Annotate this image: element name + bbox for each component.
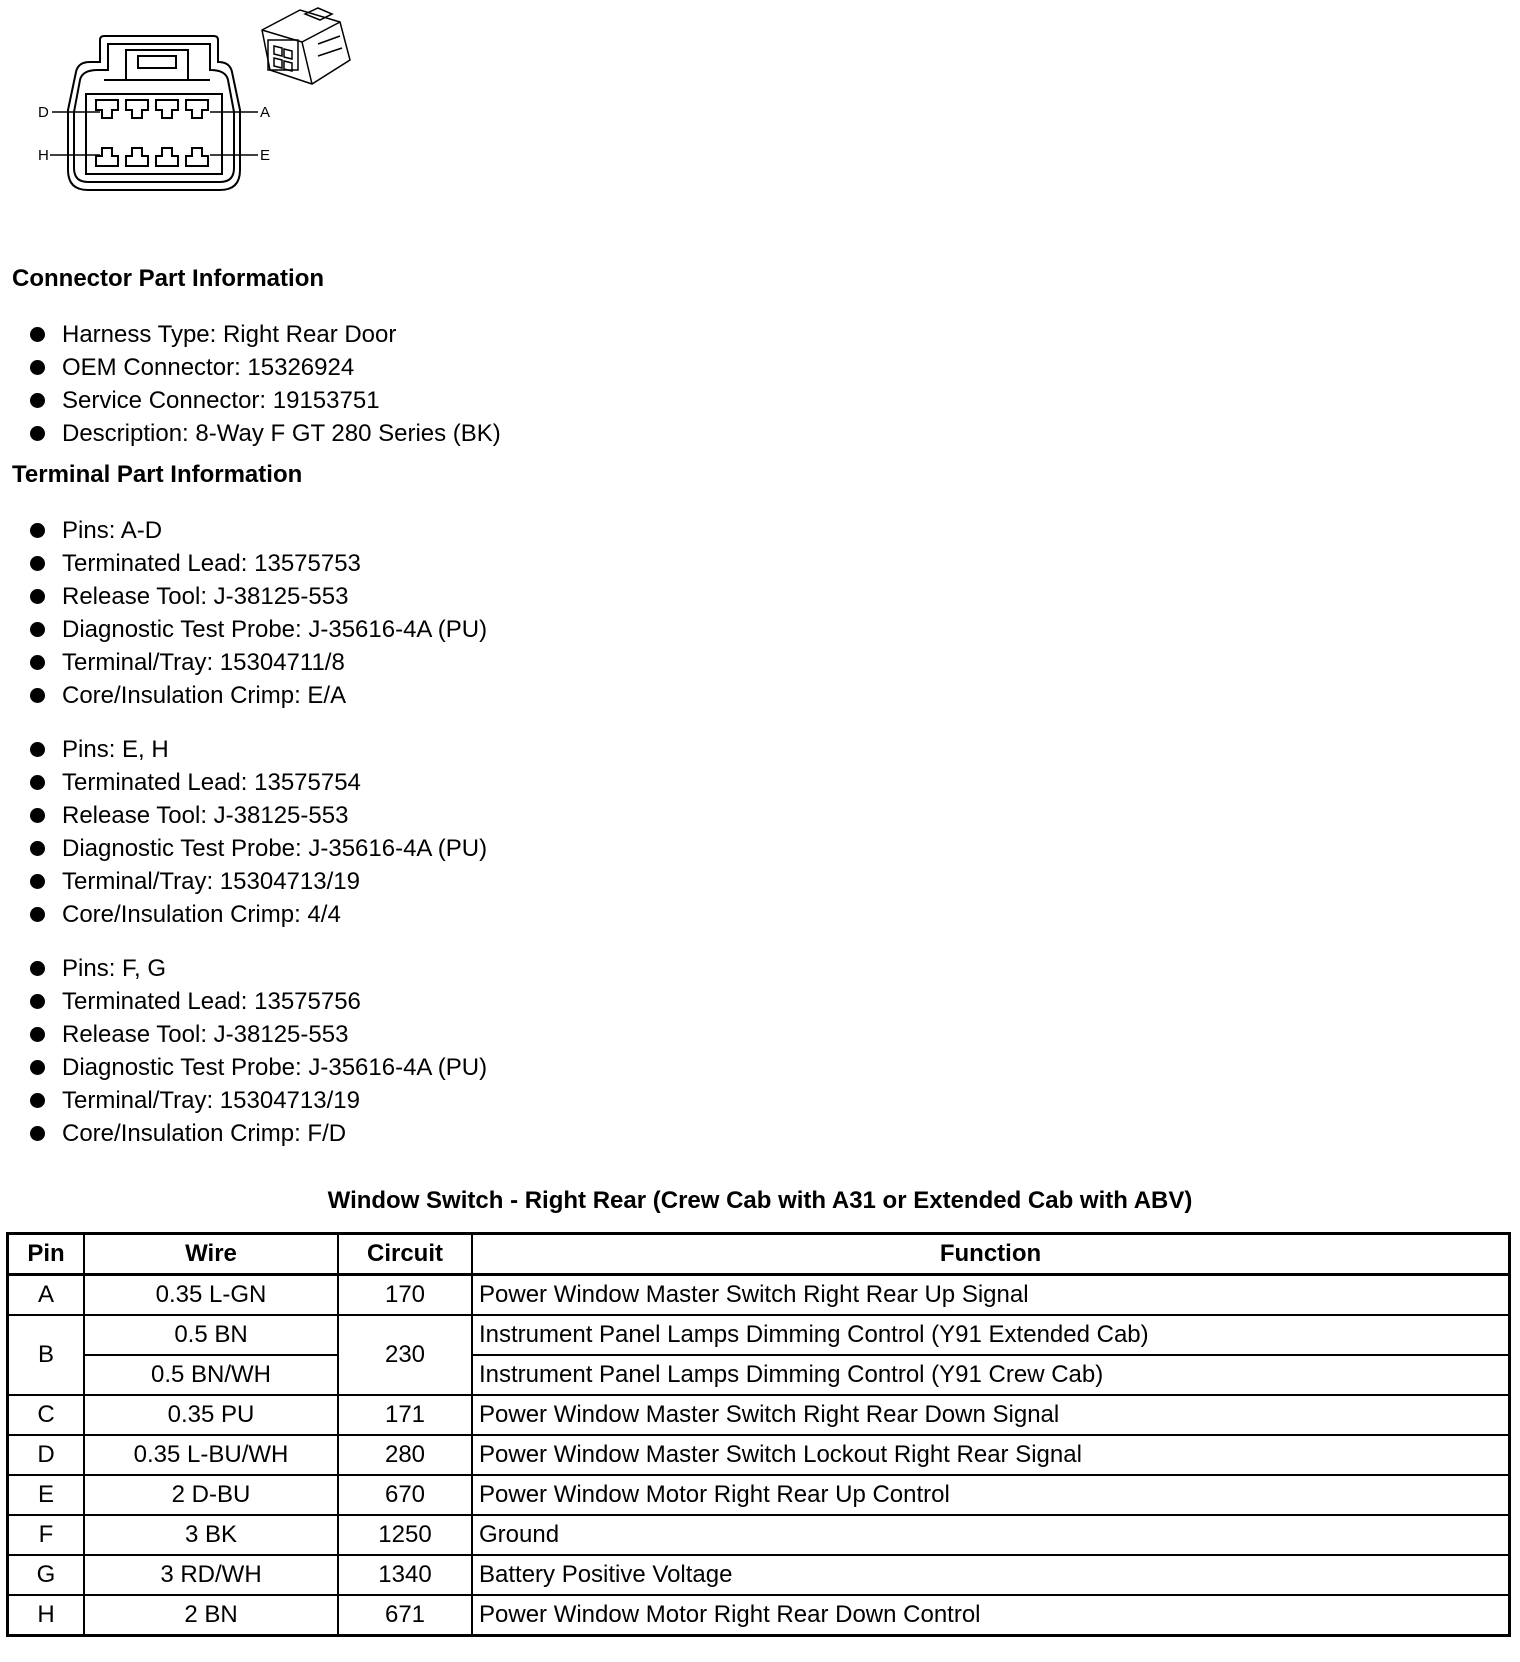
pin-cell: E — [8, 1475, 85, 1515]
list-item: Core/Insulation Crimp: F/D — [30, 1117, 487, 1150]
list-item: Terminal/Tray: 15304713/19 — [30, 1084, 487, 1117]
connector-3d-thumbnail — [262, 8, 350, 84]
pin-table — [6, 1232, 1511, 1637]
bullet-icon — [30, 874, 45, 889]
list-item: Terminated Lead: 13575754 — [30, 766, 487, 799]
connector-face-outline — [68, 36, 240, 190]
pin-label-h: H — [38, 147, 49, 164]
table-row — [8, 1275, 1510, 1316]
header-function: Function — [472, 1234, 1510, 1275]
pin-cell: B — [8, 1315, 85, 1395]
bullet-icon — [30, 688, 45, 703]
terminal-group-a-d — [30, 514, 487, 712]
bullet-icon — [30, 841, 45, 856]
list-item: Diagnostic Test Probe: J-35616-4A (PU) — [30, 832, 487, 865]
connector-part-info-list — [30, 318, 501, 450]
function-cell: Battery Positive Voltage — [472, 1555, 1510, 1595]
circuit-cell: 230 — [338, 1315, 472, 1395]
bullet-icon — [30, 327, 45, 342]
list-item: Terminated Lead: 13575756 — [30, 985, 487, 1018]
bullet-icon — [30, 994, 45, 1009]
bullet-icon — [30, 907, 45, 922]
pin-cell: H — [8, 1595, 85, 1636]
bullet-icon — [30, 426, 45, 441]
table-row — [8, 1355, 1510, 1395]
circuit-cell: 1340 — [338, 1555, 472, 1595]
bullet-icon — [30, 622, 45, 637]
list-item: Pins: A-D — [30, 514, 487, 547]
wire-cell: 0.35 L-BU/WH — [84, 1435, 338, 1475]
function-cell: Power Window Motor Right Rear Up Control — [472, 1475, 1510, 1515]
list-item: Terminated Lead: 13575753 — [30, 547, 487, 580]
wire-cell: 0.35 PU — [84, 1395, 338, 1435]
pin-cell: F — [8, 1515, 85, 1555]
upper-terminal-row — [96, 100, 208, 118]
bullet-icon — [30, 961, 45, 976]
table-row — [8, 1515, 1510, 1555]
terminal-part-info-heading: Terminal Part Information — [12, 461, 303, 488]
table-row — [8, 1555, 1510, 1595]
bullet-icon — [30, 655, 45, 670]
wire-cell: 3 RD/WH — [84, 1555, 338, 1595]
list-item: Release Tool: J-38125-553 — [30, 799, 487, 832]
list-item: Terminal/Tray: 15304711/8 — [30, 646, 487, 679]
table-row — [8, 1315, 1510, 1355]
function-cell: Instrument Panel Lamps Dimming Control (Y91 Crew Cab) — [472, 1355, 1510, 1395]
bullet-icon — [30, 775, 45, 790]
lower-terminal-row — [96, 148, 208, 166]
header-pin: Pin — [8, 1234, 85, 1275]
function-cell: Instrument Panel Lamps Dimming Control (Y91 Extended Cab) — [472, 1315, 1510, 1355]
function-cell: Power Window Master Switch Lockout Right Rear Signal — [472, 1435, 1510, 1475]
bullet-icon — [30, 1027, 45, 1042]
function-cell: Power Window Master Switch Right Rear Down Signal — [472, 1395, 1510, 1435]
pin-cell: G — [8, 1555, 85, 1595]
list-item: Service Connector: 19153751 — [30, 384, 501, 417]
circuit-cell: 1250 — [338, 1515, 472, 1555]
list-item: Release Tool: J-38125-553 — [30, 1018, 487, 1051]
bullet-icon — [30, 808, 45, 823]
connector-face-diagram — [0, 0, 370, 210]
table-header-row — [8, 1234, 1510, 1275]
function-cell: Power Window Motor Right Rear Down Control — [472, 1595, 1510, 1636]
table-row — [8, 1595, 1510, 1636]
wire-cell: 3 BK — [84, 1515, 338, 1555]
pin-label-d: D — [38, 104, 49, 121]
circuit-cell: 170 — [338, 1275, 472, 1316]
wire-cell: 0.5 BN/WH — [84, 1355, 338, 1395]
bullet-icon — [30, 1060, 45, 1075]
bullet-icon — [30, 742, 45, 757]
pin-cell: A — [8, 1275, 85, 1316]
bullet-icon — [30, 589, 45, 604]
list-item: Terminal/Tray: 15304713/19 — [30, 865, 487, 898]
list-item: Core/Insulation Crimp: E/A — [30, 679, 487, 712]
wire-cell: 2 BN — [84, 1595, 338, 1636]
pin-label-a: A — [260, 104, 271, 121]
list-item: OEM Connector: 15326924 — [30, 351, 501, 384]
circuit-cell: 671 — [338, 1595, 472, 1636]
bullet-icon — [30, 1126, 45, 1141]
pin-label-e: E — [260, 147, 271, 164]
terminal-group-f-g — [30, 952, 487, 1150]
list-item: Diagnostic Test Probe: J-35616-4A (PU) — [30, 1051, 487, 1084]
bullet-icon — [30, 556, 45, 571]
list-item: Description: 8-Way F GT 280 Series (BK) — [30, 417, 501, 450]
header-circuit: Circuit — [338, 1234, 472, 1275]
table-row — [8, 1435, 1510, 1475]
connector-part-info-heading: Connector Part Information — [12, 265, 325, 292]
pin-cell: C — [8, 1395, 85, 1435]
terminal-group-e-h — [30, 733, 487, 931]
wire-cell: 0.35 L-GN — [84, 1275, 338, 1316]
circuit-cell: 670 — [338, 1475, 472, 1515]
table-row — [8, 1475, 1510, 1515]
bullet-icon — [30, 1093, 45, 1108]
list-item: Pins: E, H — [30, 733, 487, 766]
header-wire: Wire — [84, 1234, 338, 1275]
function-cell: Ground — [472, 1515, 1510, 1555]
pin-cell: D — [8, 1435, 85, 1475]
function-cell: Power Window Master Switch Right Rear Up Signal — [472, 1275, 1510, 1316]
wire-cell: 2 D-BU — [84, 1475, 338, 1515]
list-item: Release Tool: J-38125-553 — [30, 580, 487, 613]
list-item: Pins: F, G — [30, 952, 487, 985]
circuit-cell: 171 — [338, 1395, 472, 1435]
pin-leader-lines — [50, 112, 258, 155]
wire-cell: 0.5 BN — [84, 1315, 338, 1355]
circuit-cell: 280 — [338, 1435, 472, 1475]
list-item: Harness Type: Right Rear Door — [30, 318, 501, 351]
table-row — [8, 1395, 1510, 1435]
list-item: Diagnostic Test Probe: J-35616-4A (PU) — [30, 613, 487, 646]
bullet-icon — [30, 523, 45, 538]
bullet-icon — [30, 393, 45, 408]
bullet-icon — [30, 360, 45, 375]
list-item: Core/Insulation Crimp: 4/4 — [30, 898, 487, 931]
pin-table-title: Window Switch - Right Rear (Crew Cab with A31 or Extended Cab with ABV) — [327, 1187, 1193, 1214]
